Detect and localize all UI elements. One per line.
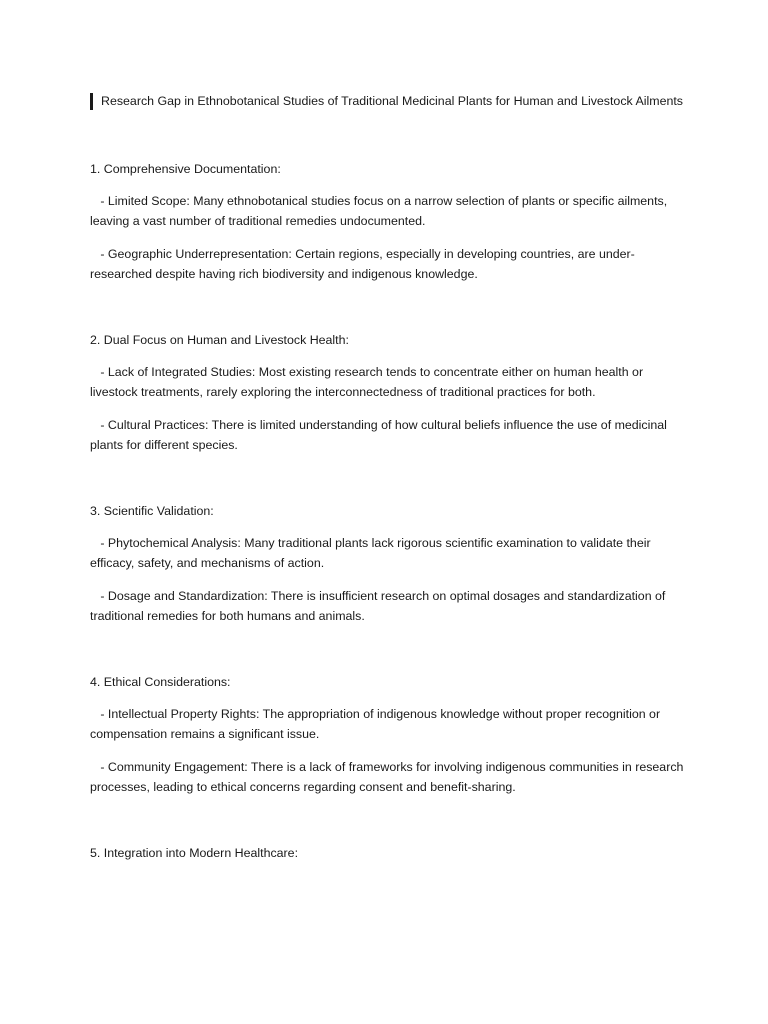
- section-heading: 3. Scientific Validation:: [90, 504, 214, 518]
- section-heading: 2. Dual Focus on Human and Livestock Health:: [90, 333, 349, 347]
- title-marker-bar: [90, 93, 93, 110]
- section-point: - Cultural Practices: There is limited understanding of how cultural beliefs influence the use of medicinal plants for different species.: [90, 418, 671, 452]
- section-point: - Intellectual Property Rights: The appropriation of indigenous knowledge without proper recognition or compensation remains a significant issue.: [90, 707, 664, 741]
- section-integration-modern-healthcare: [90, 843, 688, 863]
- section-dual-focus: [90, 330, 688, 455]
- section-point: - Phytochemical Analysis: Many traditional plants lack rigorous scientific examination to validate their efficacy, safety, and mechanisms of action.: [90, 536, 655, 570]
- document-page: [90, 91, 688, 909]
- section-point: - Lack of Integrated Studies: Most existing research tends to concentrate either on human health or livestock treatments, rarely exploring the interconnectedness of traditional practices for both.: [90, 365, 647, 399]
- section-point: - Limited Scope: Many ethnobotanical studies focus on a narrow selection of plants or specific ailments, leaving a vast number of traditional remedies undocumented.: [90, 194, 671, 228]
- document-title: Research Gap in Ethnobotanical Studies of Traditional Medicinal Plants for Human and Livestock Ailments: [101, 94, 683, 108]
- section-point: - Geographic Underrepresentation: Certain regions, especially in developing countries, are under-researched despite having rich biodiversity and indigenous knowledge.: [90, 247, 635, 281]
- section-heading: 5. Integration into Modern Healthcare:: [90, 846, 299, 860]
- section-heading: 4. Ethical Considerations:: [90, 675, 231, 689]
- section-comprehensive-documentation: [90, 159, 688, 284]
- section-point: - Community Engagement: There is a lack of frameworks for involving indigenous communities in research processes, leading to ethical concerns regarding consent and benefit-sharing.: [90, 760, 687, 794]
- section-heading: 1. Comprehensive Documentation:: [90, 162, 281, 176]
- section-ethical-considerations: [90, 672, 688, 797]
- section-point: - Dosage and Standardization: There is insufficient research on optimal dosages and standardization of traditional remedies for both humans and animals.: [90, 589, 669, 623]
- document-title-block: [90, 91, 688, 111]
- section-scientific-validation: [90, 501, 688, 626]
